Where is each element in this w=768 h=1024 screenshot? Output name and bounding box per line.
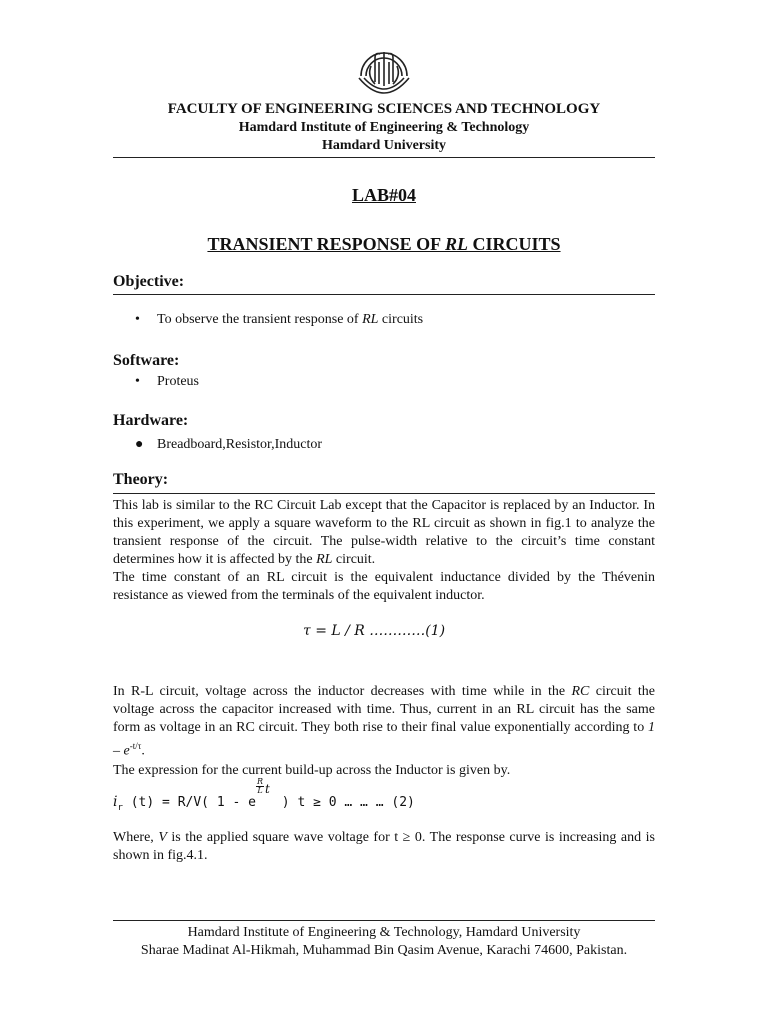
objective-suffix: circuits: [378, 312, 424, 327]
theory-p5-text: Where,: [113, 830, 159, 845]
software-heading: Software:: [113, 352, 180, 369]
hardware-item: [135, 437, 322, 453]
theory-paragraph-4: The expression for the current build-up across the Inductor is given by.: [113, 763, 511, 778]
eq2-exponent: [256, 777, 274, 806]
hardware-text: Breadboard,Resistor,Inductor: [157, 437, 323, 452]
faculty-title: FACULTY OF ENGINEERING SCIENCES AND TECHNOLOGY: [167, 101, 601, 117]
equation-2: [113, 777, 415, 813]
objective-italic: RL: [362, 312, 379, 327]
lab-number: LAB#04: [351, 185, 416, 205]
eq2-exp-den: L: [257, 786, 263, 795]
theory-p5-body: is the applied square wave voltage for t ≥ 0. The response curve is increasing and is shown in fig.4.1.: [113, 830, 655, 863]
theory-p2-text: The time constant of an RL circuit is the equivalent inductance divided by the Thévenin resistance as viewed from the terminals of the equivalent inductor.: [113, 570, 655, 603]
theory-divider: [113, 493, 655, 494]
software-text: Proteus: [157, 374, 199, 389]
eq2-mid: (t) = R/V( 1 - e: [122, 795, 256, 810]
theory-p3-body: circuit the voltage across the capacitor increased with time. Thus, current in an RL circuit has the same form as voltage in an RC circuit. They both rise to their final value exponentially according to: [113, 684, 655, 735]
university-logo: [353, 46, 415, 102]
objective-text: To observe the transient response of: [157, 312, 363, 327]
theory-p3-text: In R-L circuit, voltage across the inductor decreases with time while in the: [113, 684, 572, 699]
theory-p1-italic: RL: [316, 552, 333, 567]
bullet-icon: ●: [135, 437, 144, 452]
footer-line-2: Sharae Madinat Al-Hikmah, Muhammad Bin Qasim Avenue, Karachi 74600, Pakistan.: [140, 943, 628, 958]
eq2-exp-num: R: [256, 777, 263, 786]
equation-1: τ = L / R …………(1): [303, 623, 446, 639]
eq2-sub: r: [117, 802, 123, 813]
lab-title-suffix: CIRCUITS: [468, 234, 561, 254]
theory-paragraph-5: [113, 829, 655, 865]
theory-p5-italic: V: [158, 830, 167, 845]
theory-p1-text: This lab is similar to the RC Circuit Lab except that the Capacitor is replaced by an Inductor. In this experiment, we apply a square waveform to the RL circuit as shown in fig.1 to analyze the transient response of the circuit. The pulse-width relative to the circuit’s time constant determines how it is affected by the: [113, 498, 655, 567]
footer-divider: [113, 920, 655, 921]
objective-heading: Objective:: [113, 273, 185, 290]
header-divider: [113, 157, 655, 158]
eq2-i: i: [113, 794, 118, 810]
hardware-heading: Hardware:: [113, 412, 189, 429]
theory-heading: Theory:: [113, 471, 169, 488]
footer-line-1: Hamdard Institute of Engineering & Technology, Hamdard University: [187, 925, 581, 940]
software-item: [135, 374, 199, 390]
theory-p1-end: circuit.: [332, 552, 376, 567]
theory-p3-italic: RC: [571, 684, 590, 699]
university-title: Hamdard University: [321, 138, 447, 153]
eq2-right: ) t ≥ 0 … … … (2): [273, 795, 415, 810]
theory-p3-sup: -t/τ: [129, 741, 142, 751]
theory-paragraph-3: [113, 683, 655, 761]
bullet-icon: •: [135, 312, 140, 327]
theory-p3-end: .: [141, 743, 145, 759]
bullet-icon: •: [135, 374, 140, 389]
lab-title: [113, 234, 655, 255]
lab-title-prefix: TRANSIENT RESPONSE OF: [207, 234, 445, 254]
lab-title-italic: RL: [445, 234, 469, 254]
objective-item: [135, 312, 423, 328]
theory-p3-formula: 1 – e: [113, 720, 655, 759]
theory-paragraph-1: [113, 497, 655, 605]
objective-divider: [113, 294, 655, 295]
institute-title: Hamdard Institute of Engineering & Technology: [238, 120, 530, 135]
eq2-exp-t: t: [264, 782, 270, 796]
